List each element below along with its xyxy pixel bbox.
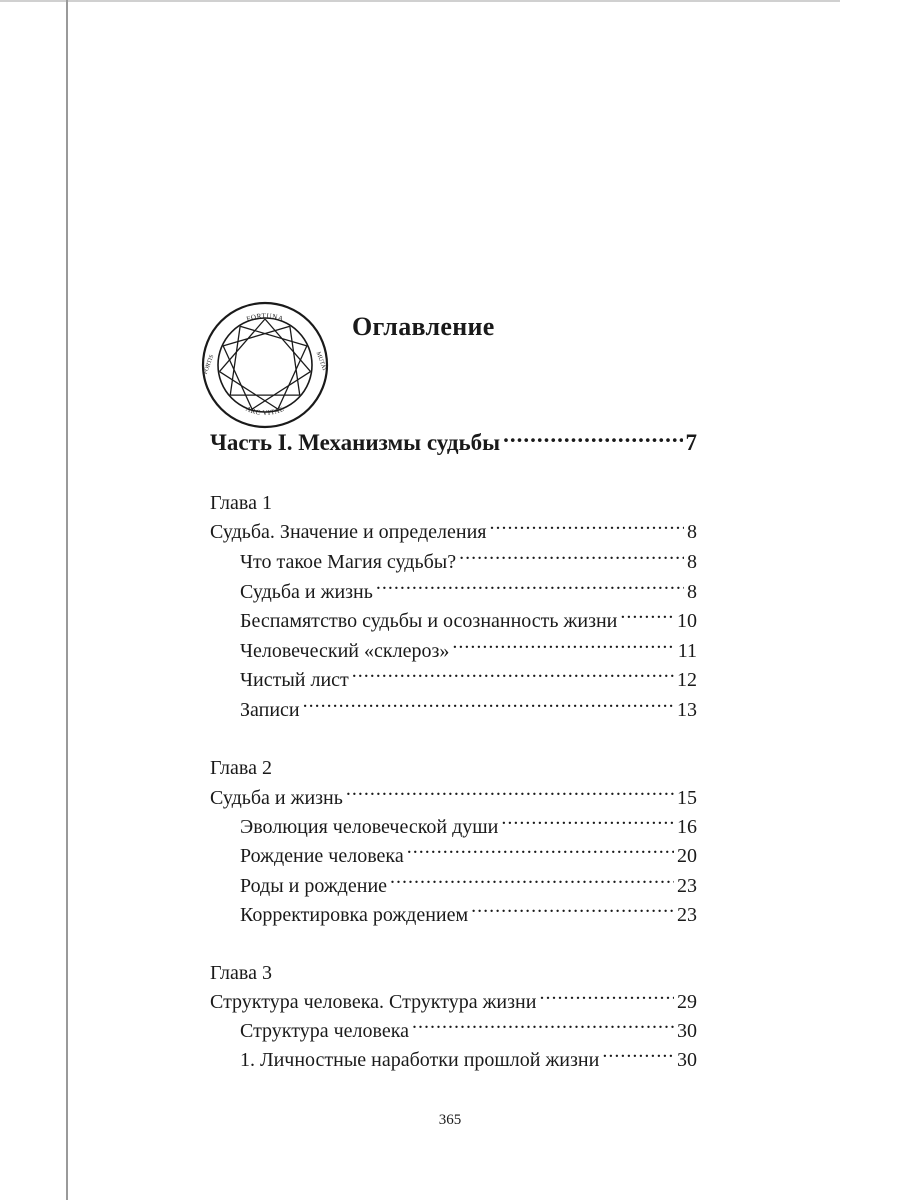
- chapter-2-label: Глава 2: [210, 757, 272, 779]
- section-title: Записи: [240, 699, 300, 721]
- section-title: Чистый лист: [240, 669, 349, 691]
- section-title: Структура человека: [240, 1020, 410, 1042]
- toc-section[interactable]: [240, 1017, 697, 1044]
- star-line: [219, 372, 277, 410]
- section-page: 30: [677, 1049, 697, 1071]
- emblem-ring-text-bottom: ARC VITAE: [244, 404, 286, 418]
- svg-text:FORTUNA: [245, 312, 284, 323]
- dot-leader: [352, 666, 674, 686]
- section-page: 20: [677, 845, 697, 867]
- section-title: 1. Личностные наработки прошлой жизни: [240, 1049, 600, 1071]
- page-left-edge: [66, 0, 68, 1200]
- chapter-3-label: Глава 3: [210, 962, 272, 984]
- section-page: 11: [677, 640, 697, 662]
- toc-section[interactable]: [240, 813, 697, 840]
- emblem-logo: [200, 300, 330, 430]
- toc-section[interactable]: [240, 901, 697, 928]
- chapter-title: Судьба. Значение и определения: [210, 521, 487, 543]
- toc-section[interactable]: [240, 842, 697, 869]
- dot-leader: [620, 607, 674, 627]
- section-title: Человеческий «склероз»: [240, 640, 450, 662]
- star-line: [223, 346, 252, 409]
- section-page: 10: [677, 610, 697, 632]
- section-page: 12: [677, 669, 697, 691]
- dot-leader: [346, 784, 674, 804]
- toc-section[interactable]: [240, 578, 697, 605]
- toc-chapter-3[interactable]: [210, 988, 697, 1015]
- svg-text:ARC VITAE: [244, 405, 285, 417]
- dot-leader: [452, 637, 674, 657]
- toc-section[interactable]: [240, 637, 697, 664]
- toc-chapter-1[interactable]: [210, 518, 697, 545]
- toc-part-1[interactable]: [210, 430, 697, 456]
- dot-leader: [489, 518, 684, 538]
- dot-leader: [471, 901, 674, 921]
- chapter-page: 8: [687, 521, 697, 543]
- dot-leader: [459, 548, 684, 568]
- toc-section[interactable]: [240, 872, 697, 899]
- toc-section[interactable]: [240, 607, 697, 634]
- section-page: 8: [687, 581, 697, 603]
- star-line: [278, 346, 307, 409]
- dot-leader: [407, 842, 674, 862]
- section-title: Рождение человека: [240, 845, 404, 867]
- emblem-ring-text-top: FORTUNA: [245, 311, 285, 324]
- dot-leader: [303, 696, 674, 716]
- part-page: 7: [685, 430, 697, 455]
- star-line: [290, 326, 300, 395]
- dot-leader: [539, 988, 674, 1008]
- chapter-title: Судьба и жизнь: [210, 787, 343, 809]
- page-top-edge: [0, 0, 840, 2]
- chapter-title: Структура человека. Структура жизни: [210, 991, 537, 1013]
- dot-leader: [503, 430, 682, 450]
- section-page: 16: [677, 816, 697, 838]
- section-page: 8: [687, 551, 697, 573]
- toc-section[interactable]: [240, 1046, 697, 1073]
- section-page: 30: [677, 1020, 697, 1042]
- toc-section[interactable]: [240, 666, 697, 693]
- dot-leader: [412, 1017, 674, 1037]
- dot-leader: [602, 1046, 674, 1066]
- dot-leader: [501, 813, 674, 833]
- chapter-page: 15: [677, 787, 697, 809]
- section-title: Судьба и жизнь: [240, 581, 373, 603]
- toc-section[interactable]: [240, 696, 697, 723]
- toc-section[interactable]: [240, 548, 697, 575]
- chapter-page: 29: [677, 991, 697, 1013]
- section-title: Корректировка рождением: [240, 904, 469, 926]
- emblem-ring-text-right: MUTAT: [314, 351, 328, 373]
- chapter-1-label: Глава 1: [210, 492, 272, 514]
- star-line: [230, 326, 240, 395]
- section-title: Что такое Магия судьбы?: [240, 551, 457, 573]
- section-page: 13: [677, 699, 697, 721]
- toc-chapter-2[interactable]: [210, 784, 697, 811]
- section-title: Эволюция человеческой души: [240, 816, 499, 838]
- dot-leader: [390, 872, 674, 892]
- section-page: 23: [677, 875, 697, 897]
- section-title: Роды и рождение: [240, 875, 388, 897]
- page-number: 365: [438, 1112, 462, 1128]
- dot-leader: [376, 578, 684, 598]
- part-title: Часть I. Механизмы судьбы: [210, 430, 501, 455]
- toc-title: Оглавление: [352, 312, 495, 341]
- star-line: [252, 372, 310, 410]
- section-title: Беспамятство судьбы и осознанность жизни: [240, 610, 618, 632]
- section-page: 23: [677, 904, 697, 926]
- emblem-ring-text-left: FORTIS: [202, 354, 216, 376]
